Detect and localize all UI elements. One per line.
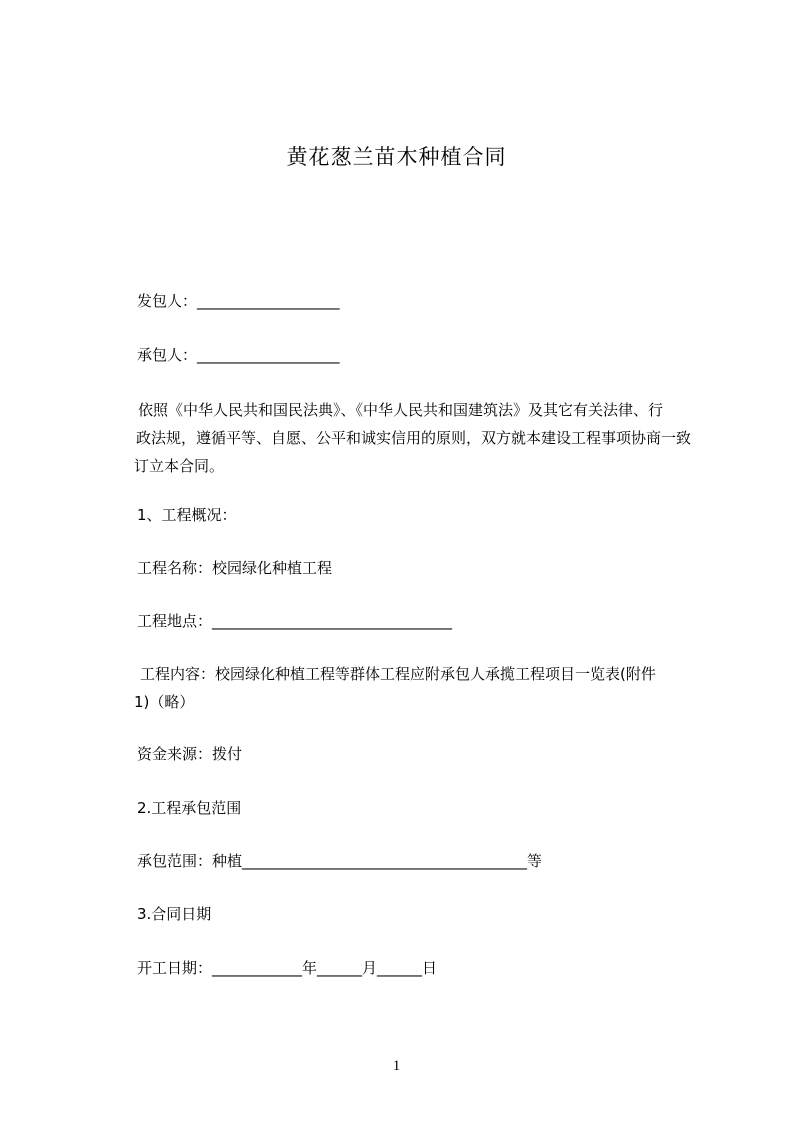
employer-line: 发包人：___________________: [137, 292, 340, 310]
project-content-paragraph: [134, 660, 714, 716]
legal-basis-paragraph: [134, 396, 714, 480]
document-title: 黄花葱兰苗木种植合同: [286, 145, 507, 169]
section-2-heading: 2.工程承包范围: [137, 799, 242, 817]
start-date-line: 开工日期：____________年______月______日: [137, 959, 438, 977]
section-1-heading: 1、工程概况：: [137, 506, 237, 524]
project-content-line-2: 1)（略）: [134, 693, 195, 711]
contractor-line: 承包人：___________________: [137, 346, 340, 364]
scope-line: 承包范围：种植______________________________________等: [137, 852, 543, 870]
funding-source-line: 资金来源：拨付: [137, 745, 243, 763]
section-3-heading: 3.合同日期: [137, 905, 212, 923]
project-location-line: 工程地点：________________________________: [137, 612, 453, 630]
legal-basis-line-1: 依照《中华人民共和国民法典》、《中华人民共和国建筑法》及其它有关法律、行: [138, 401, 664, 419]
legal-basis-line-2: 政法规，遵循平等、自愿、公平和诚实信用的原则，双方就本建设工程事项协商一致: [136, 429, 692, 447]
legal-basis-line-3: 订立本合同。: [134, 457, 225, 475]
page-number: 1: [392, 1058, 401, 1074]
project-content-line-1: 工程内容：校园绿化种植工程等群体工程应附承包人承揽工程项目一览表(附件: [140, 665, 656, 683]
project-name-line: 工程名称：校园绿化种植工程: [137, 559, 333, 577]
